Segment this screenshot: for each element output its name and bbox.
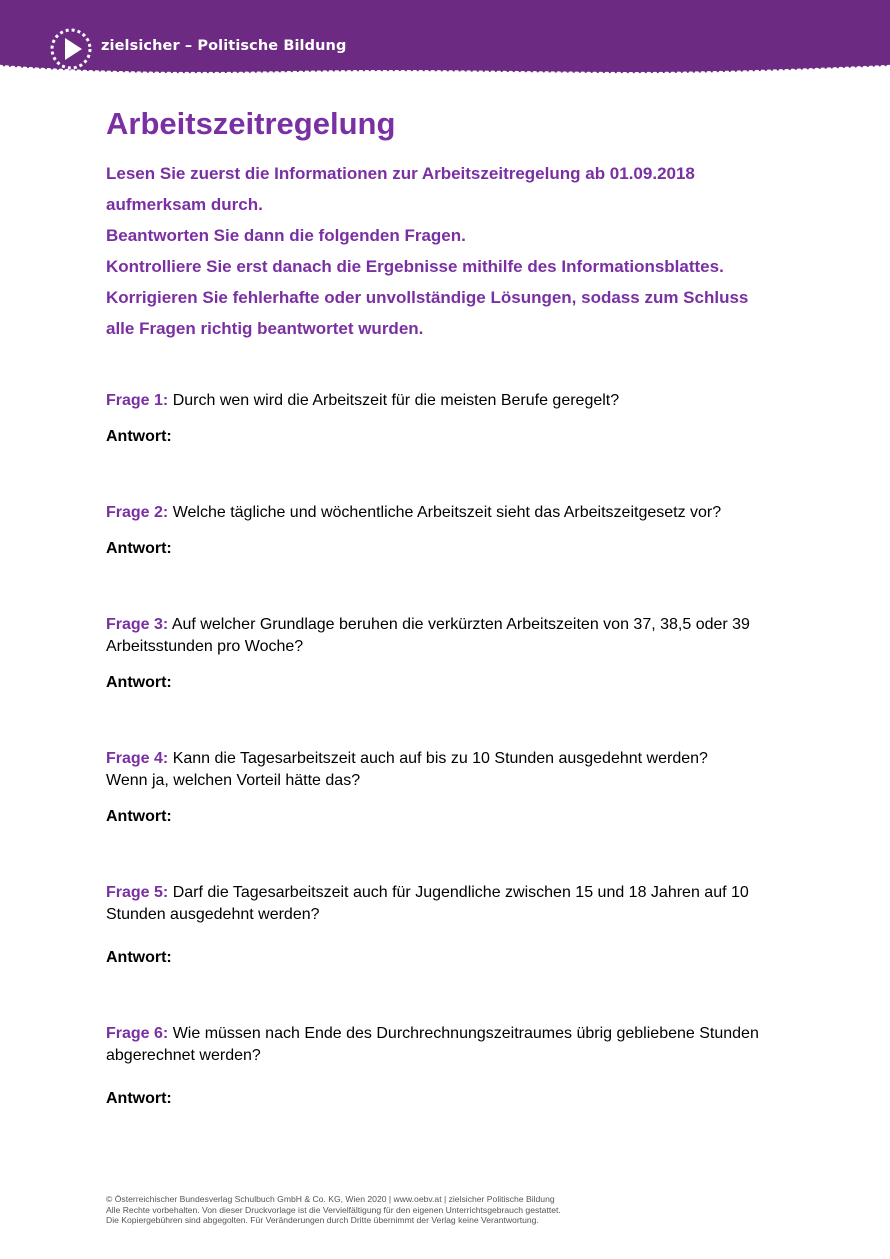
- question-text: abgerechnet werden?: [106, 1047, 261, 1064]
- footer-line: © Österreichischer Bundesverlag Schulbuch GmbH & Co. KG, Wien 2020 | www.oebv.at | zielsicher Politische Bildung: [106, 1194, 555, 1204]
- question-6: [106, 1023, 806, 1067]
- footer-line: Alle Rechte vorbehalten. Von dieser Druckvorlage ist die Vervielfältigung für den eigenen Unterrichtsgebrauch gestattet.: [106, 1204, 561, 1215]
- brand-name: zielsicher – Politische Bildung: [101, 38, 347, 54]
- answer-label: Antwort:: [106, 428, 172, 445]
- question-label: Frage 3:: [106, 616, 169, 633]
- question-5: [106, 882, 806, 926]
- intro-line: Lesen Sie zuerst die Informationen zur Arbeitszeitregelung ab 01.09.2018: [106, 164, 695, 183]
- intro-instructions: [106, 158, 806, 344]
- question-text: Welche tägliche und wöchentliche Arbeitszeit sieht das Arbeitszeitgesetz vor?: [172, 504, 722, 521]
- intro-line: Kontrolliere Sie erst danach die Ergebnisse mithilfe des Informationsblattes.: [106, 257, 724, 276]
- play-circle-icon: [49, 27, 93, 71]
- question-text: Auf welcher Grundlage beruhen die verkürzten Arbeitszeiten von 37, 38,5 oder 39: [171, 616, 750, 633]
- question-text: Kann die Tagesarbeitszeit auch auf bis zu 10 Stunden ausgedehnt werden?: [172, 750, 708, 767]
- page-title: Arbeitszeitregelung: [106, 106, 396, 141]
- intro-line: Beantworten Sie dann die folgenden Fragen.: [106, 226, 466, 245]
- question-text: Wie müssen nach Ende des Durchrechnungszeitraumes übrig gebliebene Stunden: [172, 1025, 759, 1042]
- answer-label: Antwort:: [106, 540, 172, 557]
- question-label: Frage 4:: [106, 750, 169, 767]
- question-text: Wenn ja, welchen Vorteil hätte das?: [106, 772, 361, 789]
- question-label: Frage 1:: [106, 392, 169, 409]
- footer-copyright: [106, 1194, 561, 1226]
- question-label: Frage 2:: [106, 504, 169, 521]
- question-label: Frage 6:: [106, 1025, 169, 1042]
- intro-line: aufmerksam durch.: [106, 195, 263, 214]
- answer-label: Antwort:: [106, 674, 172, 691]
- question-label: Frage 5:: [106, 884, 169, 901]
- question-2: [106, 502, 806, 524]
- footer-line: Die Kopiergebühren sind abgegolten. Für Veränderungen durch Dritte übernimmt der Verlag keine Verantwortung.: [106, 1215, 539, 1225]
- answer-label: Antwort:: [106, 949, 172, 966]
- intro-line: alle Fragen richtig beantwortet wurden.: [106, 319, 424, 338]
- question-text: Durch wen wird die Arbeitszeit für die meisten Berufe geregelt?: [172, 392, 620, 409]
- question-1: [106, 390, 806, 412]
- answer-label: Antwort:: [106, 1090, 172, 1107]
- question-text: Stunden ausgedehnt werden?: [106, 906, 320, 923]
- question-text: Arbeitsstunden pro Woche?: [106, 638, 304, 655]
- answer-label: Antwort:: [106, 808, 172, 825]
- question-3: [106, 614, 806, 658]
- question-text: Darf die Tagesarbeitszeit auch für Jugendliche zwischen 15 und 18 Jahren auf 10: [172, 884, 749, 901]
- question-4: [106, 748, 806, 792]
- intro-line: Korrigieren Sie fehlerhafte oder unvollständige Lösungen, sodass zum Schluss: [106, 288, 749, 307]
